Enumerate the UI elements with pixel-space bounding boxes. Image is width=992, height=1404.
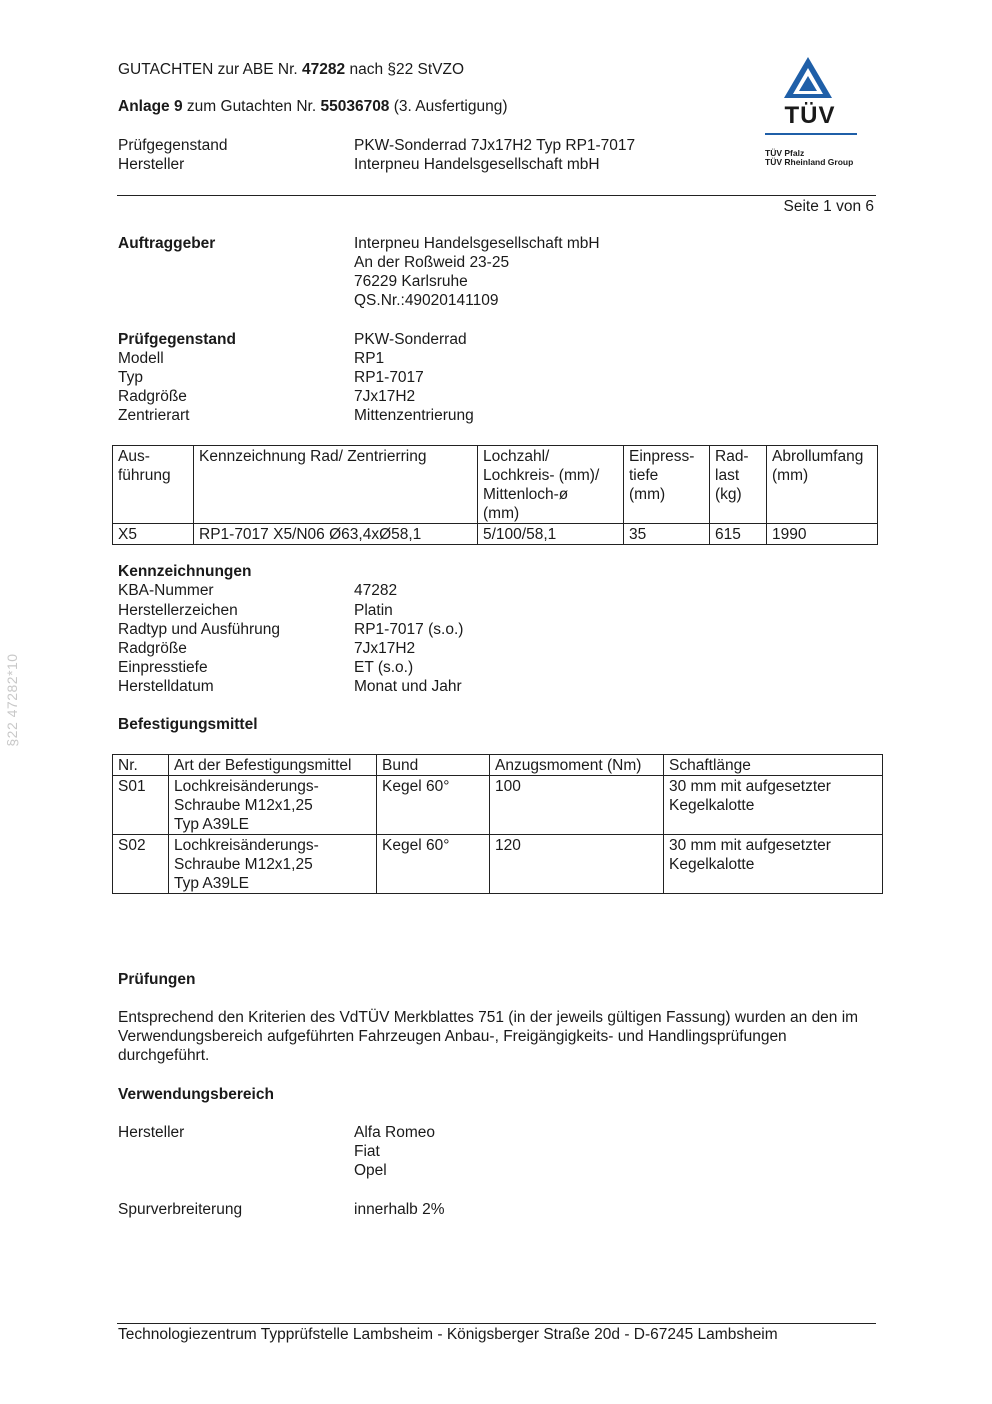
typ-label: Typ	[118, 369, 143, 386]
rad-table-header: Kennzeichnung Rad/ Zentrierring	[194, 446, 478, 524]
rad-table-header: Aus- führung	[113, 446, 194, 524]
spurverbreiterung-label: Spurverbreiterung	[118, 1201, 243, 1218]
side-stamp: §22 47282*10	[4, 653, 20, 747]
befestigung-cell: 30 mm mit aufgesetzter Kegelkalotte	[664, 835, 883, 894]
befestigung-cell: S02	[113, 835, 169, 894]
auftraggeber-line-2: An der Roßweid 23-25	[354, 254, 510, 271]
befestigung-cell: Kegel 60°	[377, 776, 490, 835]
befestigung-cell: 30 mm mit aufgesetzter Kegelkalotte	[664, 776, 883, 835]
befestigung-cell: 100	[490, 776, 664, 835]
footer-address: Technologiezentrum Typprüfstelle Lambsheim - Königsberger Straße 20d - D-67245 Lambsheim	[118, 1326, 778, 1343]
herstellerzeichen-label: Herstellerzeichen	[118, 602, 238, 619]
tuev-wordmark: TÜV	[784, 102, 836, 129]
auftraggeber-label: Auftraggeber	[118, 235, 216, 252]
rad-table-cell: 5/100/58,1	[478, 524, 624, 545]
auftraggeber-line-3: 76229 Karlsruhe	[354, 273, 468, 290]
tuev-triangle-icon	[762, 54, 862, 104]
befestigung-table	[112, 754, 883, 894]
verwendung-hersteller-3: Opel	[354, 1162, 387, 1179]
pruefungen-title: Prüfungen	[118, 971, 196, 988]
befestigung-header: Nr.	[113, 755, 169, 776]
herstelldatum-value: Monat und Jahr	[354, 678, 462, 695]
herstelldatum-label: Herstelldatum	[118, 678, 214, 695]
table-row	[113, 776, 883, 835]
rad-table-cell: 35	[624, 524, 710, 545]
radtyp-value: RP1-7017 (s.o.)	[354, 621, 464, 638]
tuev-subline-2: TÜV Rheinland Group	[765, 157, 854, 167]
befestigung-cell: Lochkreisänderungs- Schraube M12x1,25 Typ A39LE	[169, 776, 377, 835]
verwendung-title: Verwendungsbereich	[118, 1086, 274, 1103]
pruefungen-text: Entsprechend den Kriterien des VdTÜV Merkblattes 751 (in der jeweils gültigen Fassung) wurden an den im Verwendungsbereich aufgeführten Fahrzeugen Anbau-, Freigängigkeits- und Handlingsprüfungen durchgeführt.	[118, 1009, 859, 1064]
radgroesse-value: 7Jx17H2	[354, 388, 416, 405]
zentrierart-value: Mittenzentrierung	[354, 407, 474, 424]
header-pruefgegenstand-value: PKW-Sonderrad 7Jx17H2 Typ RP1-7017	[354, 137, 636, 154]
report-title: GUTACHTEN zur ABE Nr. 47282 nach §22 StVZO	[118, 61, 465, 78]
befestigung-header-row	[113, 755, 883, 776]
annex-line: Anlage 9 zum Gutachten Nr. 55036708 (3. Ausfertigung)	[118, 98, 508, 115]
rad-table-header: Einpress- tiefe (mm)	[624, 446, 710, 524]
radgroesse-label: Radgröße	[118, 388, 187, 405]
pruefgegenstand-value: PKW-Sonderrad	[354, 331, 467, 348]
rad-table-header: Lochzahl/ Lochkreis- (mm)/ Mittenloch-ø (mm)	[478, 446, 624, 524]
befestigung-header: Bund	[377, 755, 490, 776]
page-number: Seite 1 von 6	[783, 198, 874, 215]
tuev-subline-1: TÜV Pfalz	[765, 148, 805, 158]
auftraggeber-line-4: QS.Nr.:49020141109	[354, 292, 499, 309]
rad-table-header: Abrollumfang (mm)	[767, 446, 878, 524]
befestigung-cell: 120	[490, 835, 664, 894]
rad-table-header: Rad- last (kg)	[710, 446, 767, 524]
table-row	[113, 835, 883, 894]
rad-table-cell: RP1-7017 X5/N06 Ø63,4xØ58,1	[194, 524, 478, 545]
logo-rule	[765, 133, 857, 135]
typ-value: RP1-7017	[354, 369, 424, 386]
befestigung-header: Anzugsmoment (Nm)	[490, 755, 664, 776]
verwendung-hersteller-2: Fiat	[354, 1143, 380, 1160]
verwendung-hersteller-1: Alfa Romeo	[354, 1124, 435, 1141]
modell-value: RP1	[354, 350, 385, 367]
befestigung-title: Befestigungsmittel	[118, 716, 258, 733]
einpresstiefe-label: Einpresstiefe	[118, 659, 208, 676]
table-row	[113, 524, 878, 545]
header-pruefgegenstand-label: Prüfgegenstand	[118, 137, 228, 154]
spurverbreiterung-value: innerhalb 2%	[354, 1201, 445, 1218]
befestigung-cell: S01	[113, 776, 169, 835]
befestigung-header: Art der Befestigungsmittel	[169, 755, 377, 776]
kba-value: 47282	[354, 582, 398, 599]
rad-table	[112, 445, 878, 545]
modell-label: Modell	[118, 350, 164, 367]
rad-table-cell: 615	[710, 524, 767, 545]
kennzeichnungen-title: Kennzeichnungen	[118, 563, 252, 580]
kba-label: KBA-Nummer	[118, 582, 214, 599]
rad-table-cell: 1990	[767, 524, 878, 545]
zentrierart-label: Zentrierart	[118, 407, 190, 424]
rad-table-header-row	[113, 446, 878, 524]
k-radgroesse-label: Radgröße	[118, 640, 187, 657]
verwendung-hersteller-label: Hersteller	[118, 1124, 185, 1141]
header-hersteller-label: Hersteller	[118, 156, 185, 173]
auftraggeber-line-1: Interpneu Handelsgesellschaft mbH	[354, 235, 600, 252]
rad-table-cell: X5	[113, 524, 194, 545]
einpresstiefe-value: ET (s.o.)	[354, 659, 414, 676]
header-divider	[117, 195, 876, 196]
pruefgegenstand-label: Prüfgegenstand	[118, 331, 236, 348]
befestigung-cell: Kegel 60°	[377, 835, 490, 894]
herstellerzeichen-value: Platin	[354, 602, 393, 619]
radtyp-label: Radtyp und Ausführung	[118, 621, 281, 638]
tuev-logo	[762, 54, 862, 174]
k-radgroesse-value: 7Jx17H2	[354, 640, 416, 657]
header-hersteller-value: Interpneu Handelsgesellschaft mbH	[354, 156, 600, 173]
befestigung-cell: Lochkreisänderungs- Schraube M12x1,25 Typ A39LE	[169, 835, 377, 894]
befestigung-header: Schaftlänge	[664, 755, 883, 776]
footer-divider	[117, 1323, 876, 1324]
